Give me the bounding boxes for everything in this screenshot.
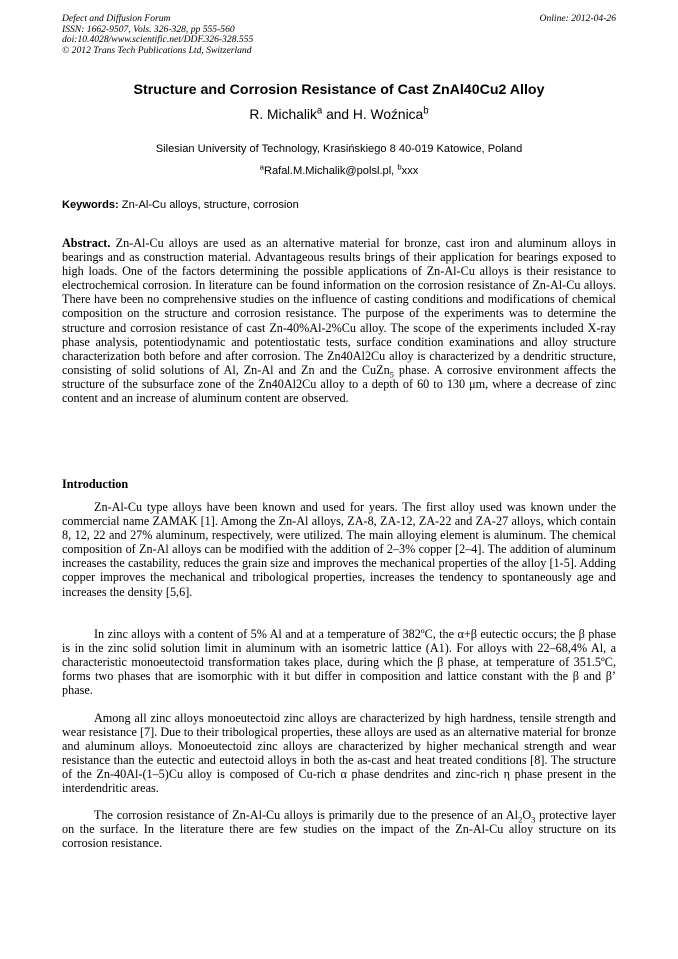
paragraph-text: The corrosion resistance of Zn-Al-Cu alloys is primarily due to the presence of an Al (94, 808, 519, 822)
email-address[interactable]: Rafal.M.Michalik@polsl.pl, (264, 165, 398, 177)
body-paragraph (62, 808, 616, 850)
author-list (62, 107, 616, 122)
body-paragraph: Zn-Al-Cu type alloys have been known and used for years. The first alloy used was known under the commercial name ZAMAK [1]. Among the Zn-Al alloys, ZA-8, ZA-12, ZA-22 and ZA-27 alloys, which contain 8, 12, 22 and 27% aluminum, respectively, were utilized. The main alloying element is aluminum. The chemical composition of Zn-Al alloys can be modified with the addition of 2–3% copper [2–4]. The addition of aluminum increases the castability, reduces the grain size and improves the mechanical properties of the alloy [1-5]. Adding copper improves the mechanical and tribological properties, increases the tendency to spontaneously age and increases the density [5,6]. (62, 500, 616, 599)
section-heading: Introduction (62, 477, 129, 491)
email-mark: b (397, 162, 402, 172)
author-conjunction: and (322, 107, 353, 122)
keywords-text: Zn-Al-Cu alloys, structure, corrosion (118, 199, 299, 211)
journal-header (62, 14, 253, 56)
keywords (62, 199, 299, 211)
issn-line: ISSN: 1662-9507, Vols. 326-328, pp 555-560 (62, 23, 235, 35)
affiliation: Silesian University of Technology, Krasińskiego 8 40-019 Katowice, Poland (155, 143, 523, 155)
email-mark: a (259, 162, 264, 172)
email-line (62, 162, 616, 177)
keywords-label: Keywords: (62, 199, 119, 211)
body-paragraph: In zinc alloys with a content of 5% Al and at a temperature of 382ºC, the α+β eutectic occurs; the β phase is in the zinc solid solution limit in aluminum with an isometric lattice (A1). For alloys with 22–68,4% Al, a characteristic monoeutectoid transformation takes place, during which the β phase, at temperature of 351.5ºC, forms two phases that are isomorphic with it but differ in composition and lattice constant with the β and β’ phase. (62, 627, 616, 698)
journal-name: Defect and Diffusion Forum (62, 13, 171, 24)
abstract-text: phase. A corrosive environment affects the structure of the subsurface zone of the Zn40Al2Cu alloy to a depth of 60 to 130 μm, where a decrease of zinc content and an increase of aluminum content are observed. (62, 362, 616, 406)
author-affil-mark: a (316, 105, 323, 117)
author-affil-mark: b (423, 105, 429, 117)
author-name: R. Michalik (249, 107, 317, 122)
paragraph-text: O (522, 808, 532, 822)
paper-title: Structure and Corrosion Resistance of Cast ZnAl40Cu2 Alloy (133, 82, 545, 98)
subscript: 2 (518, 814, 523, 825)
doi-line[interactable]: doi:10.4028/www.scientific.net/DDF.326-328.555 (62, 34, 254, 46)
subscript: 5 (389, 369, 394, 380)
author-name: H. Woźnica (352, 107, 424, 122)
email-address: xxx (401, 165, 419, 177)
online-date: Online: 2012-04-26 (539, 13, 616, 24)
abstract-text: Zn-Al-Cu alloys are used as an alternative material for bronze, cast iron and aluminum alloys in bearings and as construction material. Advantageous results brings of their application for bearings exposed to high loads. One of the factors determining the possible applications of Zn-Al-Cu alloys is their resistance to electrochemical corrosion. In literature can be found information on the corrosion resistance of Zn-Al-Cu alloys. There have been no comprehensive studies on the influence of casting conditions and modifications of chemical composition on the structure and corrosion resistance. The purpose of the experiments was to determine the structure and corrosion resistance of cast Zn-40%Al-2%Cu alloy. The scope of the experiments included X-ray phase analysis, potentiodynamic and potentiostatic tests, surface condition examinations and alloy structure characterization both before and after corrosion. The Zn40Al2Cu alloy is characterized by a dendritic structure, consisting of solid solutions of Al, Zn-Al and Zn and the CuZn (62, 236, 616, 377)
copyright-line: © 2012 Trans Tech Publications Ltd, Switzerland (62, 44, 252, 56)
subscript: 3 (531, 814, 536, 825)
body-paragraph: Among all zinc alloys monoeutectoid zinc alloys are characterized by high hardness, tensile strength and wear resistance [7]. Due to their tribological properties, these alloys are used as an alternative material for bronze and aluminum alloys. Monoeutectoid zinc alloys are characterized by higher mechanical strength and wear resistance than the eutectic and eutectoid alloys in both the as-cast and heat treated conditions [8]. The structure of the Zn-40Al-(1–5)Cu alloy is composed of Cu-rich α phase dendrites and zinc-rich η phase present in the interdendritic areas. (62, 711, 616, 796)
abstract (62, 236, 616, 405)
paragraph-text: protective layer on the surface. In the literature there are few studies on the impact of the Zn-Al-Cu alloy structure on its corrosion resistance. (62, 808, 616, 851)
abstract-label: Abstract. (62, 236, 111, 250)
